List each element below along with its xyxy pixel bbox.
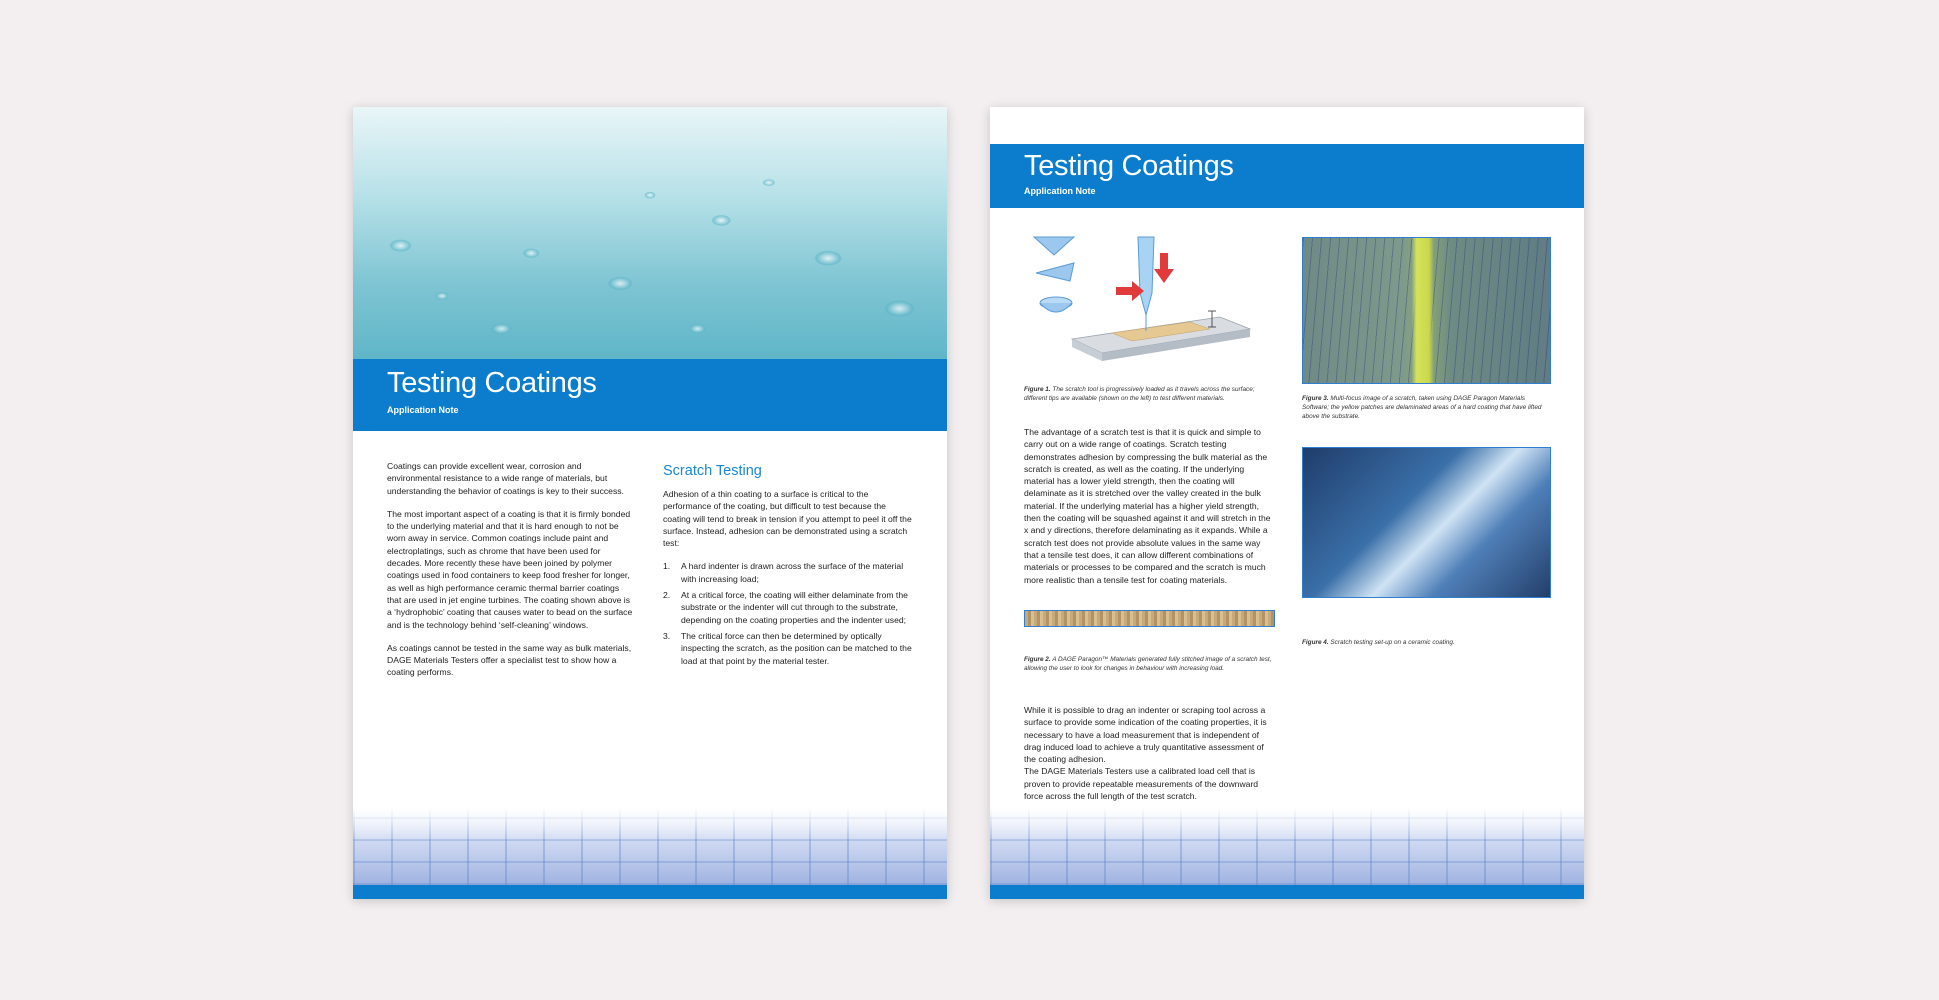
scratch-steps-list bbox=[663, 560, 913, 666]
scratch-microscope-image bbox=[1302, 237, 1551, 384]
specialist-test-paragraph: As coatings cannot be tested in the same way as bulk materials, DAGE Materials Testers offer a specialist test to show how a coating performs. bbox=[387, 642, 632, 678]
brochure-page-1 bbox=[353, 107, 947, 899]
intro-paragraph: Coatings can provide excellent wear, corrosion and environmental resistance to a wide range of materials, but understanding the behavior of coatings is key to their success. bbox=[387, 461, 624, 496]
page-title: Testing Coatings bbox=[387, 367, 597, 399]
figure-4-caption: Figure 4. Scratch testing set-up on a ceramic coating. bbox=[1302, 639, 1455, 646]
scratch-test-setup-photo bbox=[1302, 447, 1551, 598]
figure-2-caption: Figure 2. A DAGE Paragon™ Materials generated fully stitched image of a scratch test, allowing the user to look for changes in behaviour with increasing load. bbox=[1024, 656, 1272, 672]
page-subtitle: Application Note bbox=[387, 405, 459, 415]
list-item: At a critical force, the coating will either delaminate from the substrate or the indenter will cut through to the substrate, depending on the coating properties and the indenter used; bbox=[681, 590, 908, 625]
figure-1-caption: Figure 1. The scratch tool is progressively loaded as it travels across the surface; different tips are available (shown on the left) to test different materials. bbox=[1024, 386, 1255, 402]
page-title: Testing Coatings bbox=[1024, 150, 1234, 182]
figure-3-caption: Figure 3. Multi-focus image of a scratch, taken using DAGE Paragon Materials Software; the yellow patches are delaminated areas of a hard coating that have lifted above the substrate. bbox=[1302, 395, 1542, 420]
sample-block-icon bbox=[1072, 317, 1250, 361]
page-subtitle: Application Note bbox=[1024, 186, 1096, 196]
figure-1-label: Figure 1. bbox=[1024, 386, 1051, 393]
title-band bbox=[353, 359, 947, 431]
circuit-board-footer-image bbox=[990, 807, 1584, 885]
scratch-testing-heading: Scratch Testing bbox=[663, 463, 762, 479]
scratch-column bbox=[663, 488, 913, 671]
figure-2-label: Figure 2. bbox=[1024, 656, 1051, 663]
figure-3-label: Figure 3. bbox=[1302, 395, 1329, 402]
list-item: The critical force can then be determined by optically inspecting the scratch, as the position can be matched to the load at that point by the material tester. bbox=[681, 630, 912, 666]
brochure-page-2 bbox=[990, 107, 1584, 899]
indenter-icon bbox=[1138, 237, 1154, 331]
scratch-tool-diagram bbox=[1020, 233, 1260, 383]
footer-bar bbox=[990, 885, 1584, 899]
load-measurement-column bbox=[1024, 704, 1274, 802]
list-item: A hard indenter is drawn across the surface of the material with increasing load; bbox=[681, 561, 904, 584]
footer-bar bbox=[353, 885, 947, 899]
scratch-strip-image bbox=[1024, 610, 1275, 627]
load-measurement-paragraph: While it is possible to drag an indenter or scraping tool across a surface to provide some indication of the coating properties, it is necessary to have a load measurement that is independent of drag induced load to achieve a truly quantitative assessment of the coating adhesion. bbox=[1024, 705, 1267, 765]
coating-aspect-paragraph: The most important aspect of a coating is that it is firmly bonded to the underlying material and that it is hard enough to not be worn away in service. Common coatings include paint and electroplatings, such as chrome that have been used for decades. More recently these have been joined by polymer coatings used in food containers to keep food fresher for longer, as well as high performance ceramic thermal barrier coatings that are used in jet engine turbines. The coating shown above is a ‘hydrophobic’ coating that causes water to bead on the surface and is the technology behind ‘self-cleaning’ windows. bbox=[387, 508, 633, 630]
scratch-intro-paragraph: Adhesion of a thin coating to a surface is critical to the performance of the coating, but difficult to test because the coating will tend to break in tension if you attempt to peel it off the surface. Instead, adhesion can be demonstrated using a scratch test: bbox=[663, 489, 912, 549]
indenter-tips-icon bbox=[1034, 237, 1074, 312]
water-droplets-photo bbox=[353, 107, 947, 359]
intro-column bbox=[387, 460, 635, 690]
figure-4-label: Figure 4. bbox=[1302, 639, 1329, 646]
advantage-paragraph: The advantage of a scratch test is that it is quick and simple to carry out on a wide range of coatings. Scratch testing demonstrates adhesion by compressing the bulk material as the scratch is created, as well as the coating. If the underlying material has a lower yield strength, then the coating will delaminate as it is stretched over the valley created in the bulk material. If the underlying material has a higher yield strength, then the coating will be squashed against it and will stretch in the x and y directions, therefore delaminating as it expands. While a scratch test does not provide absolute values in the same way that a tensile test does, it can allow different combinations of materials or processes to be compared and the scratch is much more realistic than a tensile test for coating materials. bbox=[1024, 427, 1271, 585]
title-band bbox=[990, 144, 1584, 208]
load-cell-paragraph: The DAGE Materials Testers use a calibrated load cell that is proven to provide repeatable measurements of the downward force across the full length of the test scratch. bbox=[1024, 766, 1259, 802]
circuit-board-footer-image bbox=[353, 807, 947, 885]
